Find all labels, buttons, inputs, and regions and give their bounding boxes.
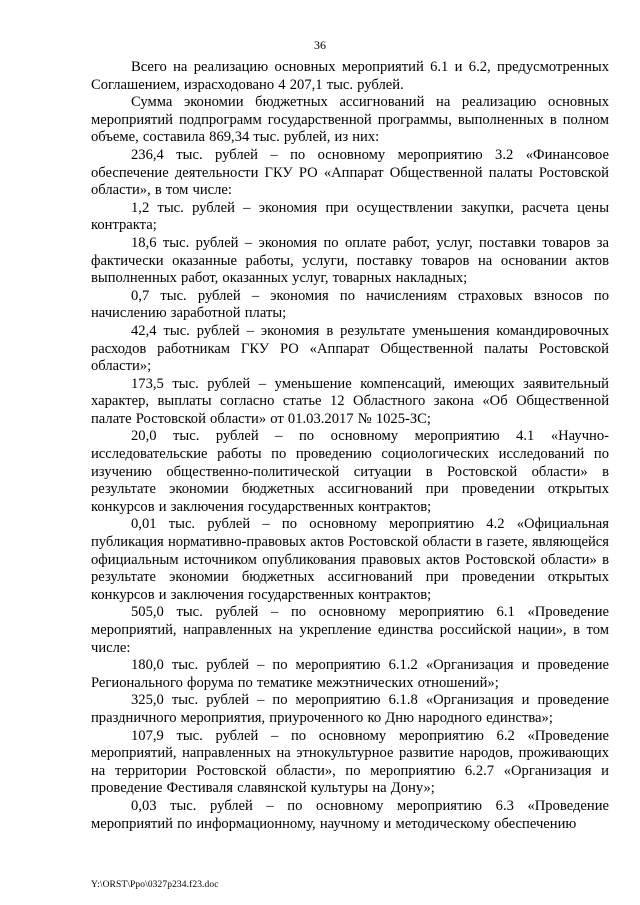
paragraph-measure-6-2: 107,9 тыс. рублей – по основному мероприятию 6.2 «Проведение мероприятий, направленных на этнокультурное развитие народов, проживающих на территории Ростовской области», по мероприятию 6.2.7 «Организация и проведение Фестиваля славянской культуры на Дону»; [91,727,609,797]
paragraph-measure-6-1-8: 325,0 тыс. рублей – по мероприятию 6.1.8 «Организация и проведение праздничного мероприятия, приуроченного ко Дню народного единства»; [91,692,609,726]
paragraph-measure-4-2: 0,01 тыс. рублей – по основному мероприятию 4.2 «Официальная публикация нормативно-правовых актов Ростовской области в газете, являющейся официальным источником опубликования правовых актов Ростовской области» в результате экономии бюджетных ассигнований при проведении открытых конкурсов и заключения государственных контрактов; [91,516,609,603]
paragraph-savings-summary: Сумма экономии бюджетных ассигнований на реализацию основных мероприятий подпрограмм государственной программы, выполненных в полном объеме, составила 869,34 тыс. рублей, из них: [91,94,609,146]
paragraph-works-payment-savings: 18,6 тыс. рублей – экономия по оплате работ, услуг, поставки товаров за фактически оказанные работы, услуги, поставку товаров на основании актов выполненных работ, оказанных услуг, товарных накладных; [91,234,609,287]
paragraph-travel-savings: 42,4 тыс. рублей – экономия в результате уменьшения командировочных расходов работникам ГКУ РО «Аппарат Общественной палаты Ростовской области»; [91,322,609,375]
paragraph-measure-3-2: 236,4 тыс. рублей – по основному мероприятию 3.2 «Финансовое обеспечение деятельности ГКУ РО «Аппарат Общественной палаты Ростовской области», в том числе: [91,146,609,199]
paragraph-total-spent: Всего на реализацию основных мероприятий 6.1 и 6.2, предусмотренных Соглашением, израсходовано 4 207,1 тыс. рублей. [91,59,609,93]
paragraph-measure-6-1: 505,0 тыс. рублей – по основному мероприятию 6.1 «Проведение мероприятий, направленных на укрепление единства российской нации», в том числе: [91,604,609,656]
page-number: 36 [314,38,326,52]
paragraph-measure-6-1-2: 180,0 тыс. рублей – по мероприятию 6.1.2 «Организация и проведение Регионального форума по тематике межэтнических отношений»; [91,657,609,691]
paragraph-measure-6-3: 0,03 тыс. рублей – по основному мероприятию 6.3 «Проведение мероприятий по информационному, научному и методическому обеспечению [91,797,609,832]
paragraph-measure-4-1: 20,0 тыс. рублей – по основному мероприятию 4.1 «Научно-исследовательские работы по проведению социологических исследований по изучению общественно-политической ситуации в Ростовской области» в результате экономии бюджетных ассигнований при проведении открытых конкурсов и заключения государственных контрактов; [91,428,609,515]
paragraph-insurance-savings: 0,7 тыс. рублей – экономия по начислениям страховых взносов по начислению заработной платы; [91,287,609,322]
footer-file-path: Y:\ORST\Ppo\0327p234.f23.doc [91,880,219,890]
paragraph-procurement-savings: 1,2 тыс. рублей – экономия при осуществлении закупки, расчета цены контракта; [91,199,609,234]
document-body [91,59,609,833]
paragraph-compensation-reduction: 173,5 тыс. рублей – уменьшение компенсаций, имеющих заявительный характер, выплаты согласно статье 12 Областного закона «Об Общественной палате Ростовской области» от 01.03.2017 № 1025-ЗС; [91,375,609,427]
